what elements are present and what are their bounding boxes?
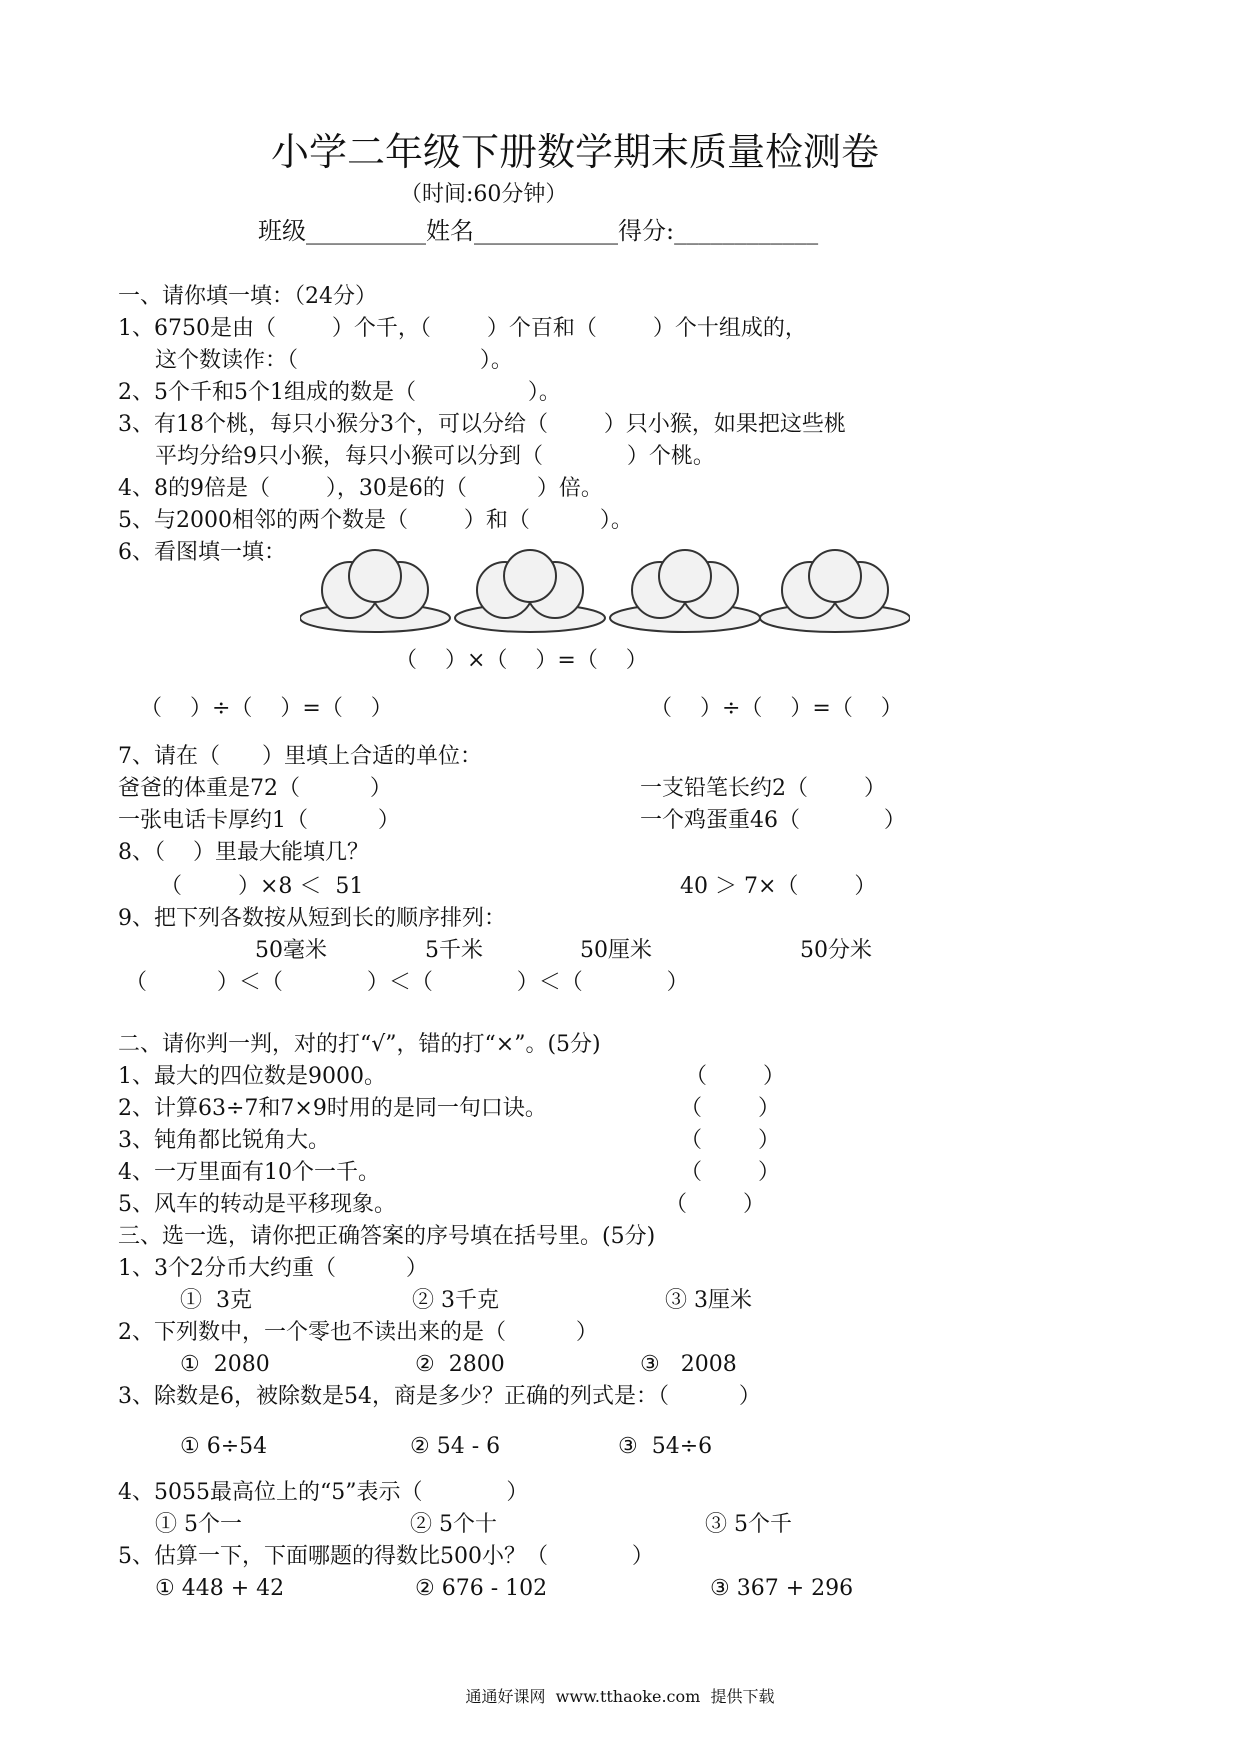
choice-q1: 1、3个2分币大约重（ ）: [118, 1256, 428, 1281]
buns-on-plates-illustration: [300, 540, 910, 640]
section2-heading: 二、请你判一判，对的打“√”，错的打“×”。(5分): [118, 1032, 601, 1057]
question-8b: 40 ＞ 7×（ ）: [680, 874, 877, 899]
question-8a: （ ）×8 ＜ 51: [160, 874, 364, 899]
question-7: 7、请在（ ）里填上合适的单位：: [118, 744, 482, 769]
choice-q4-opt-2: ② 5个十: [410, 1512, 497, 1537]
footer-source: 通通好课网 www.tthaoke.com 提供下载: [465, 1687, 775, 1706]
judge-paren-2: （ ）: [680, 1096, 780, 1121]
choice-q1-opt-2: ② 3千克: [412, 1288, 499, 1313]
question-7c: 一张电话卡厚约1（ ）: [118, 808, 400, 833]
choice-q3: 3、除数是6，被除数是54，商是多少？正确的列式是：（ ）: [118, 1384, 761, 1409]
q9-item-3: 50厘米: [580, 938, 652, 963]
judge-item-1: 1、最大的四位数是9000。: [118, 1064, 386, 1089]
section1-heading: 一、请你填一填：（24分）: [118, 284, 377, 309]
question-3b: 平均分给9只小猴，每只小猴可以分到（ ）个桃。: [155, 444, 715, 469]
choice-q1-opt-3: ③ 3厘米: [665, 1288, 752, 1313]
choice-q2: 2、下列数中，一个零也不读出来的是（ ）: [118, 1320, 598, 1345]
q9-item-4: 50分米: [800, 938, 872, 963]
choice-q2-opt-1: ① 2080: [180, 1352, 270, 1377]
choice-q4-opt-3: ③ 5个千: [705, 1512, 792, 1537]
question-7d: 一个鸡蛋重46（ ）: [640, 808, 906, 833]
section3-heading: 三、选一选，请你把正确答案的序号填在括号里。(5分): [118, 1224, 656, 1249]
choice-q3-opt-1: ① 6÷54: [180, 1434, 268, 1459]
q9-item-1: 50毫米: [255, 938, 327, 963]
q9-order-blanks: （ ）＜（ ）＜（ ）＜（ ）: [125, 970, 689, 995]
judge-paren-5: （ ）: [665, 1192, 765, 1217]
question-9: 9、把下列各数按从短到长的顺序排列：: [118, 906, 506, 931]
choice-q5: 5、估算一下，下面哪题的得数比500小？（ ）: [118, 1544, 654, 1569]
choice-q5-opt-3: ③ 367 + 296: [710, 1576, 854, 1601]
plate-group-4: [760, 550, 910, 632]
choice-q4-opt-1: ① 5个一: [155, 1512, 242, 1537]
question-7a: 爸爸的体重是72（ ）: [118, 776, 392, 801]
question-1a: 1、6750是由（ ）个千，（ ）个百和（ ）个十组成的，: [118, 316, 807, 341]
q9-item-2: 5千米: [425, 938, 483, 963]
choice-q4: 4、5055最高位上的“5”表示（ ）: [118, 1480, 529, 1505]
choice-q2-opt-3: ③ 2008: [640, 1352, 737, 1377]
plate-group-3: [610, 550, 760, 632]
choice-q3-opt-2: ② 54 - 6: [410, 1434, 501, 1459]
question-4: 4、8的9倍是（ ），30是6的（ ）倍。: [118, 476, 603, 501]
student-info-line: 班级__________姓名____________得分:____________: [258, 217, 819, 245]
judge-item-2: 2、计算63÷7和7×9时用的是同一句口诀。: [118, 1096, 547, 1121]
question-6-division-2: （ ）÷（ ）=（ ）: [650, 696, 903, 721]
question-7b: 一支铅笔长约2（ ）: [640, 776, 886, 801]
time-limit: （时间:60分钟）: [400, 182, 568, 207]
choice-q5-opt-1: ① 448 + 42: [155, 1576, 285, 1601]
choice-q5-opt-2: ② 676 - 102: [415, 1576, 548, 1601]
judge-item-5: 5、风车的转动是平移现象。: [118, 1192, 396, 1217]
choice-q1-opt-1: ① 3克: [180, 1288, 252, 1313]
question-8: 8、（ ）里最大能填几？: [118, 840, 369, 865]
plate-group-2: [455, 550, 605, 632]
question-3a: 3、有18个桃，每只小猴分3个，可以分给（ ）只小猴，如果把这些桃: [118, 412, 846, 437]
judge-paren-3: （ ）: [680, 1128, 780, 1153]
judge-paren-4: （ ）: [680, 1160, 780, 1185]
judge-item-3: 3、钝角都比锐角大。: [118, 1128, 330, 1153]
question-2: 2、5个千和5个1组成的数是（ ）。: [118, 380, 561, 405]
question-6-multiplication: （ ）×（ ）=（ ）: [395, 648, 648, 673]
choice-q2-opt-2: ② 2800: [415, 1352, 505, 1377]
judge-paren-1: （ ）: [685, 1064, 785, 1089]
choice-q3-opt-3: ③ 54÷6: [618, 1434, 713, 1459]
plate-group-1: [300, 550, 450, 632]
page-title: 小学二年级下册数学期末质量检测卷: [270, 130, 879, 174]
judge-item-4: 4、一万里面有10个一千。: [118, 1160, 380, 1185]
question-5: 5、与2000相邻的两个数是（ ）和（ ）。: [118, 508, 633, 533]
question-6-division-1: （ ）÷（ ）=（ ）: [140, 696, 393, 721]
question-6: 6、看图填一填：: [118, 540, 286, 565]
question-1b: 这个数读作：（ ）。: [155, 348, 513, 373]
